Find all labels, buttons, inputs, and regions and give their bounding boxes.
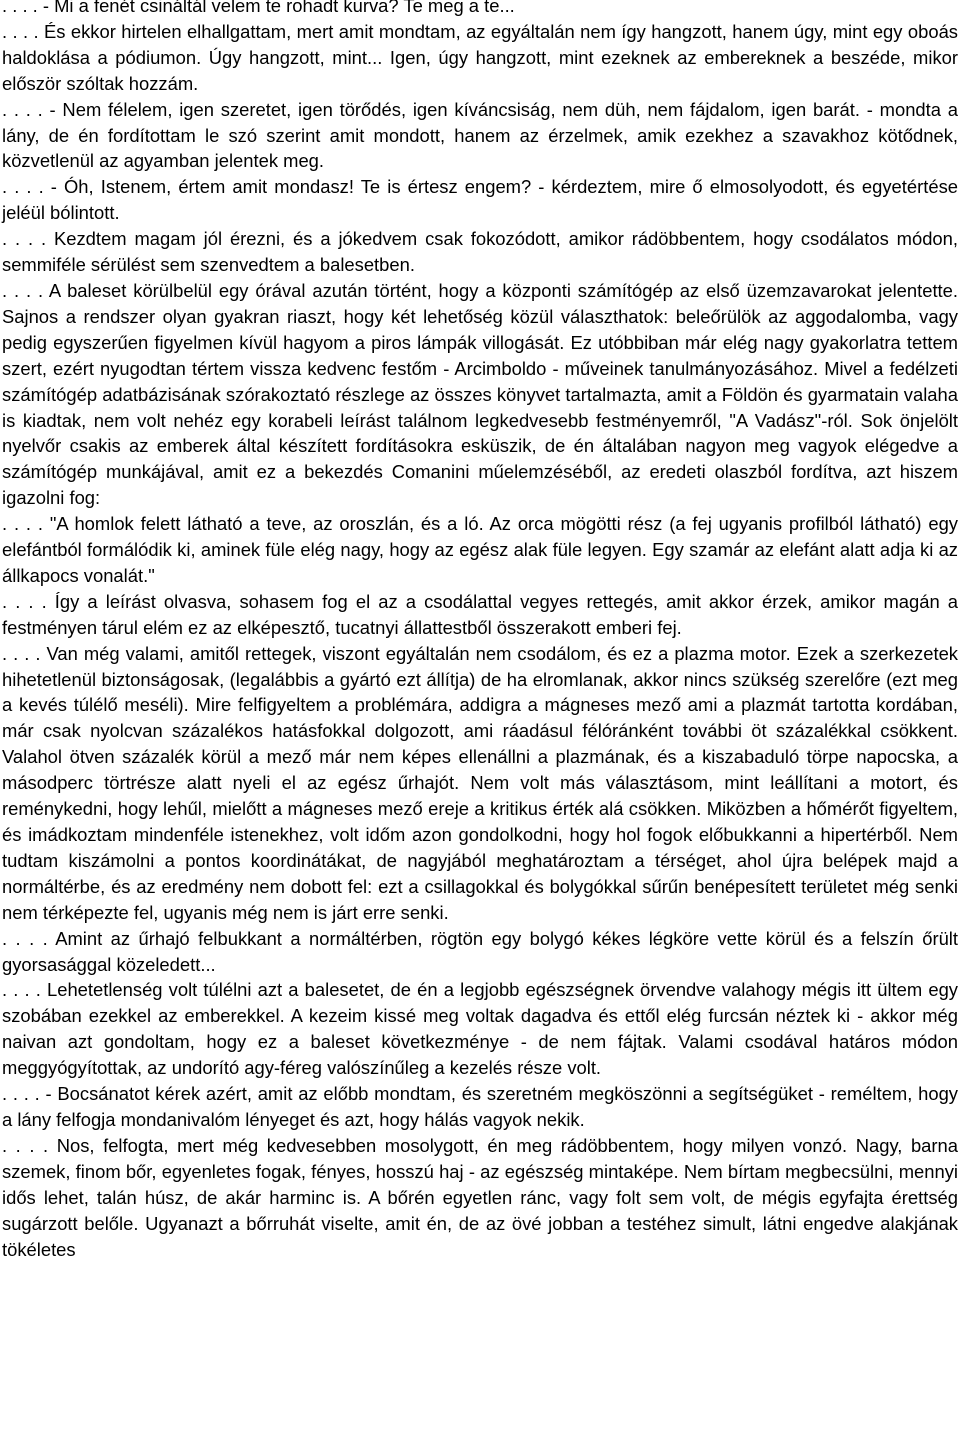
paragraph-5: . . . . Kezdtem magam jól érezni, és a jókedvem csak fokozódott, amikor rádöbbentem, hogy csodálatos módon, semmiféle sérülést sem szenvedtem a balesetben. <box>2 228 958 276</box>
paragraph-12: . . . . - Bocsánatot kérek azért, amit az előbb mondtam, és szeretném megköszönni a segítségüket - reméltem, hogy a lány felfogja mondanivalóm lényeget és azt, hogy hálás vagyok nekik. <box>2 1083 958 1130</box>
paragraph-1: . . . . - Mi a fenét csináltál velem te rohadt kurva? Te meg a te... <box>2 0 515 16</box>
paragraph-6: . . . . A baleset körülbelül egy órával azután történt, hogy a központi számítógép az első üzemzavarokat jelentette. Sajnos a rendszer olyan gyakran riaszt, hogy két lehetőség közül választhatok: beleőrülök az aggodalomba, vagy pedig egyszerűen figyelmen kívül hagyom a piros lámpák villogását. Ez utóbbiban már elég nagy gyakorlatra tettem szert, ezért nyugodtan tértem vissza kedvenc festőm - Arcimboldo - műveinek tanulmányozásához. Mivel a fedélzeti számítógép adatbázisának szórakoztató részlege az összes könyvet tartalmazta, amit a Földön és gyarmatain valaha is kiadtak, nem volt nehéz egy korabeli leírást találnom legkedvesebb festményemről, "A Vadász"-ról. Sok önjelölt nyelvőr csakis az emberek által készített fordításokra esküszik, de én általában nagyon meg vagyok elégedve a számítógép munkájával, amit ez a bekezdés Comanini műelemzéséből, az eredeti olaszból fordítva, azt hiszem igazolni fog: <box>2 279 958 509</box>
paragraph-3: . . . . - Nem félelem, igen szeretet, igen törődés, igen kíváncsiság, nem düh, nem fájdalom, igen barát. - mondta a lány, de én fordítottam le szó szerint amit mondott, hanem az érzelmek, amik ezekhez a szavakhoz kötődnek, közvetlenül az agyamban jelentek meg. <box>2 98 958 172</box>
paragraph-13: . . . . Nos, felfogta, mert még kedvesebben mosolygott, én meg rádöbbentem, hogy milyen vonzó. Nagy, barna szemek, finom bőr, egyenletes fogak, fényes, hosszú haj - az egészség mintaképe. Nem bírtam megbecsülni, mennyi idős lehet, talán húsz, de akár harminc is. A bőrén egyetlen ránc, vagy folt sem volt, de mégis egyfajta érettség sugárzott belőle. Ugyanazt a bőrruhát viselte, amit én, de az övé jobban a testéhez simult, látni engedve alakjának tökéletes <box>2 1134 958 1260</box>
paragraph-10: . . . . Amint az űrhajó felbukkant a normáltérben, rögtön egy bolygó kékes légköre vette körül és a felszín őrült gyorsasággal közeledett... <box>2 927 958 975</box>
paragraph-4: . . . . - Óh, Istenem, értem amit mondasz! Te is értesz engem? - kérdeztem, mire ő elmosolyodott, és egyetértése jeléül bólintott. <box>2 176 958 224</box>
paragraph-9: . . . . Van még valami, amitől rettegek, viszont egyáltalán nem csodálom, és ez a plazma motor. Ezek a szerkezetek hihetetlenül biztonságosak, (legalábbis a gyártó ezt állítja) de ha elromlanak, akkor nincs szükség szerelőre (ezt meg a kevés túlélő meséli). Mire felfigyeltem a problémára, addigra a mágneses mező ami a plazmát tartotta kordában, már csak nyolcvan százalékos hatásfokkal dolgozott, ami ráadásul félóránként további öt százalékkal csökkent. Valahol ötven százalék körül a mező már nem képes ellenállni a plazmának, és a kiszabaduló törpe napocska, a másodperc törtrésze alatt nyeli el az egész űrhajót. Nem volt más választásom, mint leállítani a motort, és reménykedni, hogy lehűl, mielőtt a mágneses mező ereje a kritikus érték alá csökken. Miközben a hőmérőt figyeltem, és imádkoztam mindenféle istenekhez, volt időm azon gondolkodni, hogy hol fogok előbukkanni a hipertérből. Nem tudtam kiszámolni a pontos koordinátákat, de nagyjából meghatároztam a térséget, ahol újra belépek majd a normáltérbe, és az eredmény nem dobott fel: ezt a csillagokkal és bolygókkal sűrűn benépesített területet még senki nem térképezte fel, ugyanis még nem is járt erre senki. <box>2 642 958 923</box>
paragraph-2: . . . . És ekkor hirtelen elhallgattam, mert amit mondtam, az egyáltalán nem így hangzott, hanem úgy, mint egy oboás haldoklása a pódiumon. Úgy hangzott, mint... Igen, úgy hangzott, mint ezeknek az embereknek a beszéde, mikor először szóltak hozzám. <box>2 20 958 94</box>
paragraph-11: . . . . Lehetetlenség volt túlélni azt a balesetet, de én a legjobb egészségnek örvendve valahogy mégis itt ültem egy szobában ezekkel az emberekkel. A kezeim kissé meg voltak dagadva és ettől elég furcsán néztek ki - akkor még naivan azt gondoltam, hogy ez a baleset következménye - de nem fájtak. Valami csodával határos módon meggyógyítottak, az undorító agy-féreg valószínűleg a kezelés része volt. <box>2 979 958 1079</box>
paragraph-8: . . . . Így a leírást olvasva, sohasem fog el az a csodálattal vegyes rettegés, amit akkor érzek, amikor magán a festményen tárul elém ez az elképesztő, tucatnyi állattestből összerakott emberi fej. <box>2 590 958 638</box>
paragraph-7: . . . . "A homlok felett látható a teve, az oroszlán, és a ló. Az orca mögötti rész (a fej ugyanis profilból látható) egy elefántból formálódik ki, aminek füle elég nagy, hogy az egész alak füle legyen. Egy szamár az elefánt alatt adja ki az állkapocs vonalát." <box>2 513 958 586</box>
